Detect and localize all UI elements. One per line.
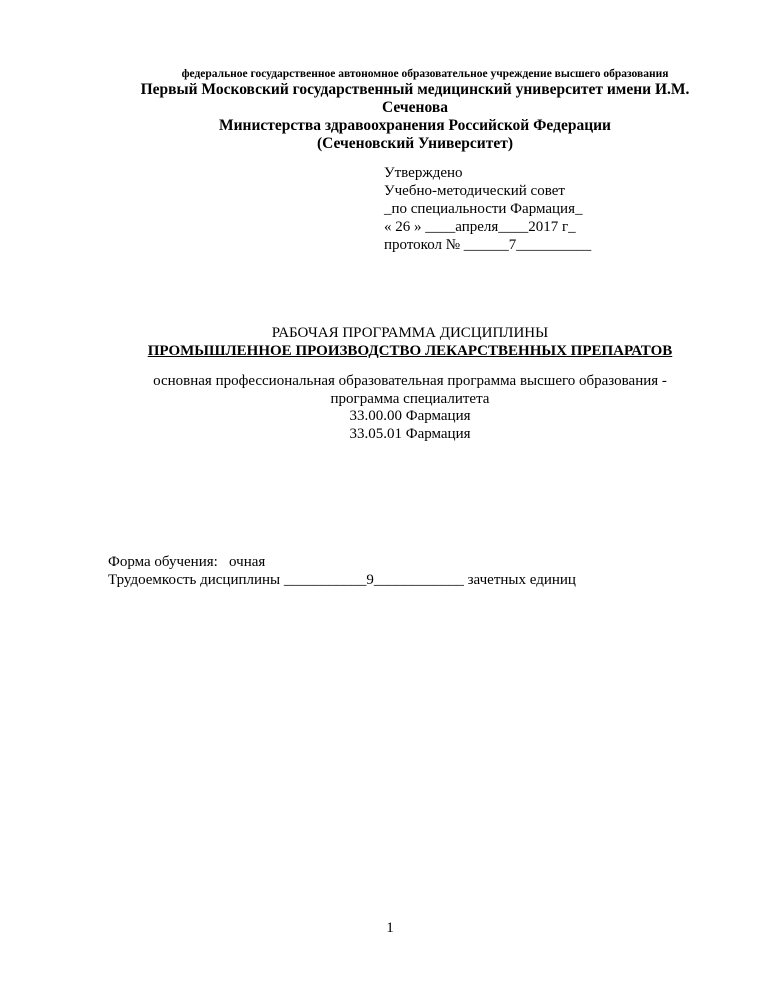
discipline-name: ПРОМЫШЛЕННОЕ ПРОИЗВОДСТВО ЛЕКАРСТВЕННЫХ ПРЕПАРАТОВ: [147, 343, 673, 359]
approval-date: « 26 » ____апреля____2017 г_: [384, 219, 576, 235]
ministry-name: Министерства здравоохранения Российской Федерации: [219, 117, 611, 134]
institution-header: [100, 67, 730, 153]
discipline-credits: Трудоемкость дисциплины ___________9____________ зачетных единиц: [108, 572, 576, 588]
approval-specialty: _по специальности Фармация_: [384, 201, 583, 217]
study-form: Форма обучения: очная: [108, 554, 266, 570]
approval-protocol: протокол № ______7__________: [384, 237, 592, 253]
approval-heading: Утверждено: [384, 165, 463, 181]
study-info-block: [108, 553, 576, 589]
program-code-group: 33.00.00 Фармация: [349, 408, 471, 424]
approval-council: Учебно-методический совет: [384, 183, 565, 199]
institution-type: федеральное государственное автономное образовательное учреждение высшего образования: [181, 68, 669, 80]
university-name-line1: Первый Московский государственный медицинский университет имени И.М.: [140, 81, 690, 98]
university-name-line2: Сеченова: [382, 99, 448, 116]
program-type-label: РАБОЧАЯ ПРОГРАММА ДИСЦИПЛИНЫ: [271, 325, 549, 341]
university-short-name: (Сеченовский Университет): [317, 135, 513, 152]
program-code-specialty: 33.05.01 Фармация: [349, 425, 471, 442]
program-title: [80, 324, 740, 360]
education-program-block: [100, 373, 720, 443]
approval-block: [384, 164, 591, 254]
program-description: основная профессиональная образовательная программа высшего образования -: [153, 373, 667, 389]
page-number: 1: [386, 920, 394, 936]
program-level: программа специалитета: [330, 390, 490, 407]
